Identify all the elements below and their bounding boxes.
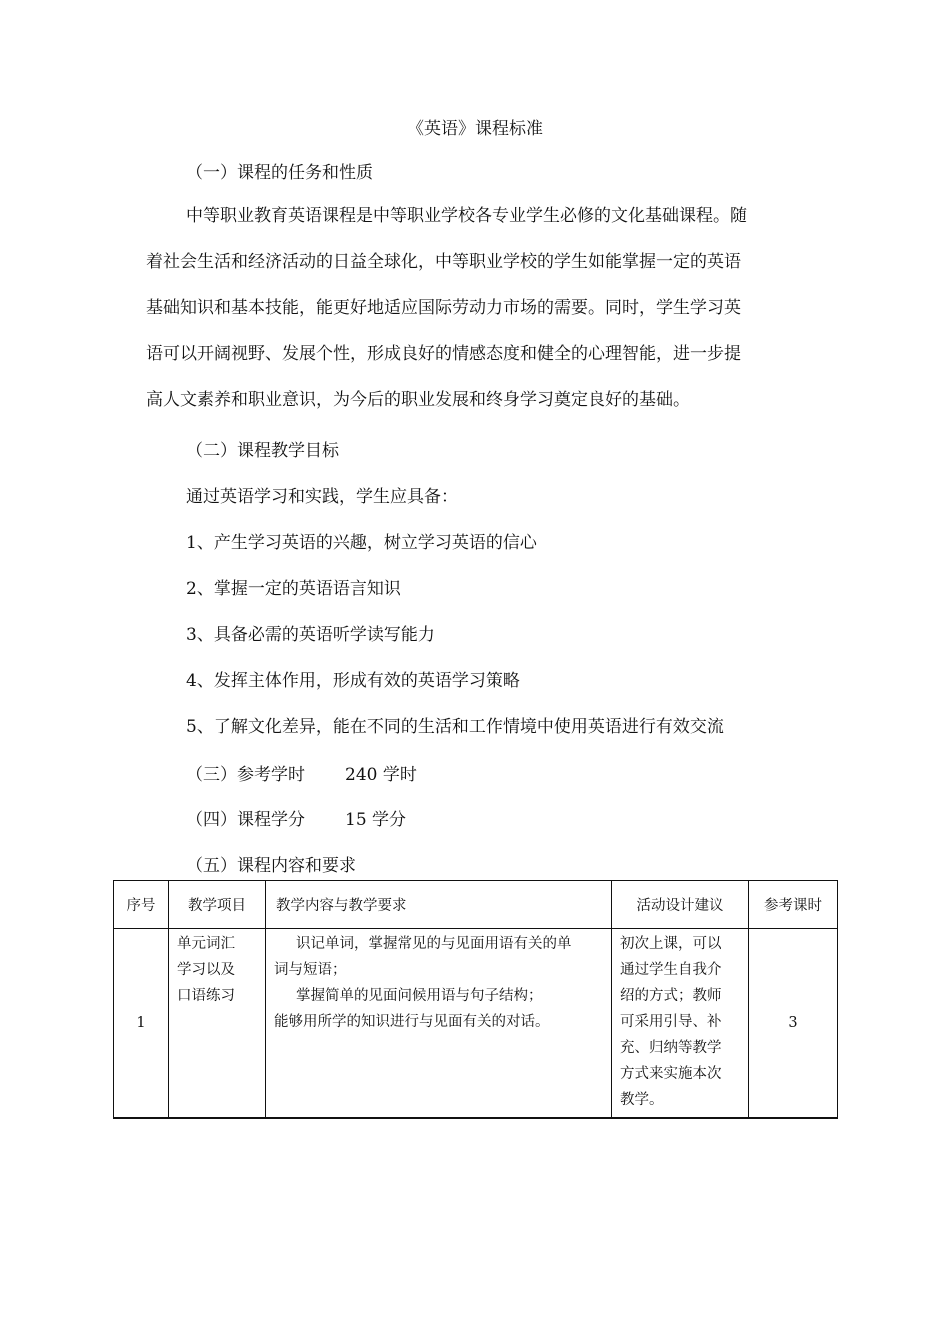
document-title: 《英语》课程标准: [407, 119, 543, 139]
paragraph-line: 中等职业教育英语课程是中等职业学校各专业学生必修的文化基础课程。随: [186, 206, 747, 226]
goal-item: 4、发挥主体作用，形成有效的英语学习策略: [186, 671, 520, 691]
cell-content: [266, 929, 612, 1119]
cell-text: 方式来实施本次: [620, 1066, 722, 1082]
section4-label: （四）课程学分: [186, 810, 305, 830]
cell-hours: 3: [749, 929, 838, 1119]
paragraph-line: 语可以开阔视野、发展个性，形成良好的情感态度和健全的心理智能，进一步提: [146, 344, 741, 364]
section2-heading: （二）课程教学目标: [186, 441, 339, 461]
cell-text: 学习以及: [177, 962, 235, 978]
cell-text: 教学。: [620, 1092, 664, 1108]
paragraph-line: 高人文素养和职业意识，为今后的职业发展和终身学习奠定良好的基础。: [146, 390, 690, 410]
cell-text: 识记单词，掌握常见的与见面用语有关的单: [296, 936, 572, 952]
cell-text: 掌握简单的见面问候用语与句子结构；: [296, 988, 543, 1004]
cell-text: 词与短语；: [274, 962, 347, 978]
header-project: 教学项目: [169, 881, 266, 929]
cell-text: 充、归纳等教学: [620, 1040, 722, 1056]
cell-text: 能够用所学的知识进行与见面有关的对话。: [274, 1014, 550, 1030]
cell-text: 通过学生自我介: [620, 962, 722, 978]
course-content-table: [113, 880, 838, 1119]
goal-item: 5、了解文化差异，能在不同的生活和工作情境中使用英语进行有效交流: [186, 717, 724, 737]
cell-project: [169, 929, 266, 1119]
goal-item: 2、掌握一定的英语语言知识: [186, 579, 401, 599]
section1-paragraph: [146, 193, 812, 423]
header-activity: 活动设计建议: [612, 881, 749, 929]
section3-value: 240 学时: [345, 765, 417, 785]
cell-text: 单元词汇: [177, 936, 235, 952]
section4-value: 15 学分: [345, 810, 407, 830]
section5-heading: （五）课程内容和要求: [186, 856, 356, 876]
paragraph-line: 着社会生活和经济活动的日益全球化，中等职业学校的学生如能掌握一定的英语: [146, 252, 741, 272]
header-no: 序号: [114, 881, 169, 929]
cell-no: 1: [114, 929, 169, 1119]
section3-label: （三）参考学时: [186, 765, 305, 785]
goal-item: 1、产生学习英语的兴趣，树立学习英语的信心: [186, 533, 537, 553]
goal-item: 3、具备必需的英语听学读写能力: [186, 625, 435, 645]
header-content: 教学内容与教学要求: [266, 881, 612, 929]
cell-text: 口语练习: [177, 988, 235, 1004]
cell-text: 绍的方式；教师: [620, 988, 722, 1004]
section1-heading: （一）课程的任务和性质: [186, 163, 373, 183]
cell-text: 初次上课，可以: [620, 936, 722, 952]
table-header-row: [114, 881, 838, 929]
cell-text: 可采用引导、补: [620, 1014, 722, 1030]
section3-hours: [186, 760, 417, 785]
paragraph-line: 基础知识和基本技能，能更好地适应国际劳动力市场的需要。同时，学生学习英: [146, 298, 741, 318]
section2-intro: 通过英语学习和实践，学生应具备：: [186, 487, 458, 507]
cell-activity: [612, 929, 749, 1119]
table-row: [114, 929, 838, 1119]
header-hours: 参考课时: [749, 881, 838, 929]
section4-credits: [186, 805, 406, 830]
